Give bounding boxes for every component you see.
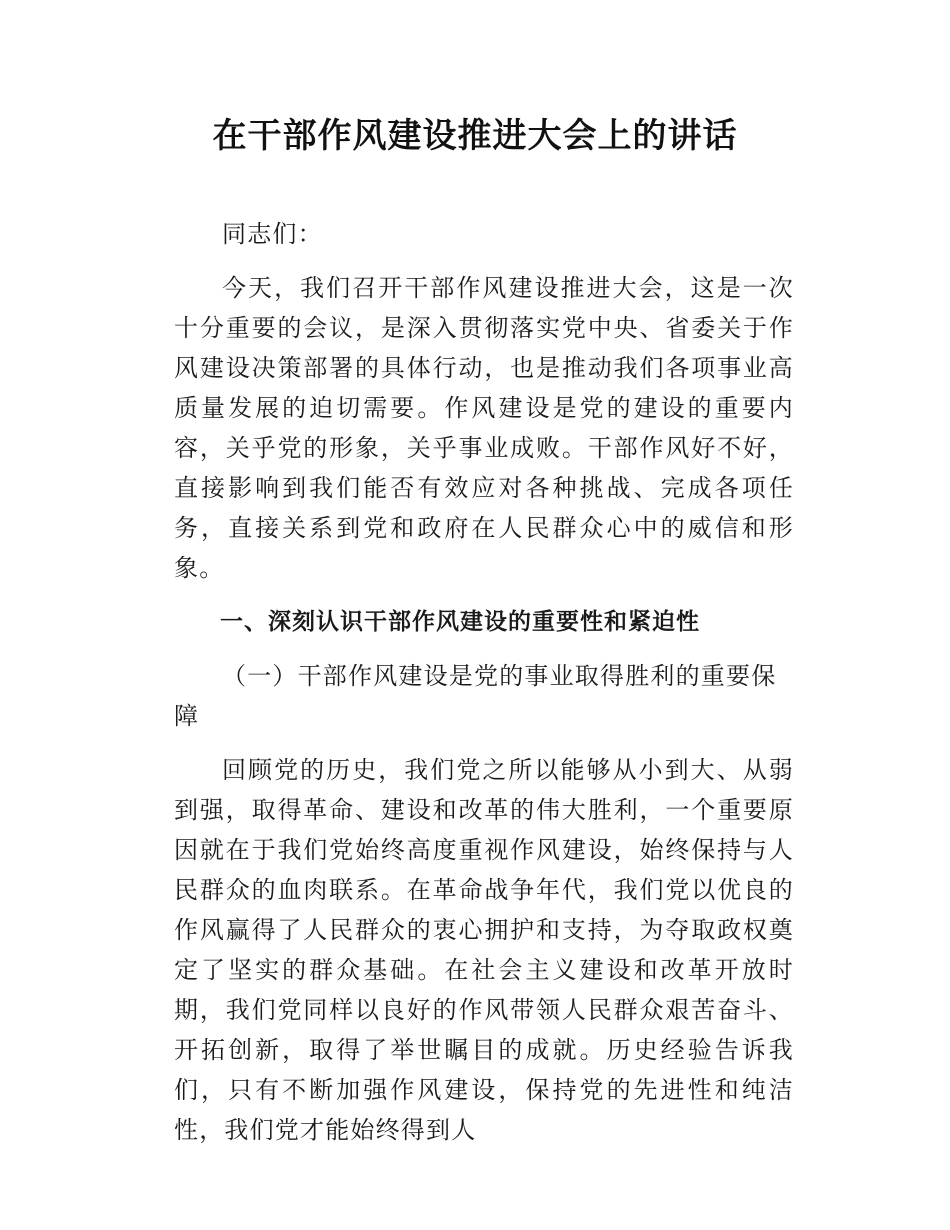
paragraph-intro: 今天，我们召开干部作风建设推进大会，这是一次十分重要的会议，是深入贯彻落实党中央、省委关于作风建设决策部署的具体行动，也是推动我们各项事业高质量发展的迫切需要。作风建设是党的建设的重要内容，关乎党的形象，关乎事业成败。干部作风好不好，直接影响到我们能否有效应对各种挑战、完成各项任务，直接关系到党和政府在人民群众心中的威信和形象。 — [174, 274, 794, 582]
paragraph-history: 回顾党的历史，我们党之所以能够从小到大、从弱到强，取得革命、建设和改革的伟大胜利，一个重要原因就在于我们党始终高度重视作风建设，始终保持与人民群众的血肉联系。在革命战争年代，我们党以优良的作风赢得了人民群众的衷心拥护和支持，为夺取政权奠定了坚实的群众基础。在社会主义建设和改革开放时期，我们党同样以良好的作风带领人民群众艰苦奋斗、开拓创新，取得了举世瞩目的成就。历史经验告诉我们，只有不断加强作风建设，保持党的先进性和纯洁性，我们党才能始终得到人 — [174, 756, 794, 1144]
subsection-heading-1: （一）干部作风建设是党的事业取得胜利的重要保障 — [174, 662, 777, 730]
section-heading-1: 一、深刻认识干部作风建设的重要性和紧迫性 — [220, 609, 700, 635]
document-title: 在干部作风建设推进大会上的讲话 — [212, 116, 738, 156]
salutation: 同志们： — [222, 220, 323, 248]
document-body — [174, 214, 794, 1150]
